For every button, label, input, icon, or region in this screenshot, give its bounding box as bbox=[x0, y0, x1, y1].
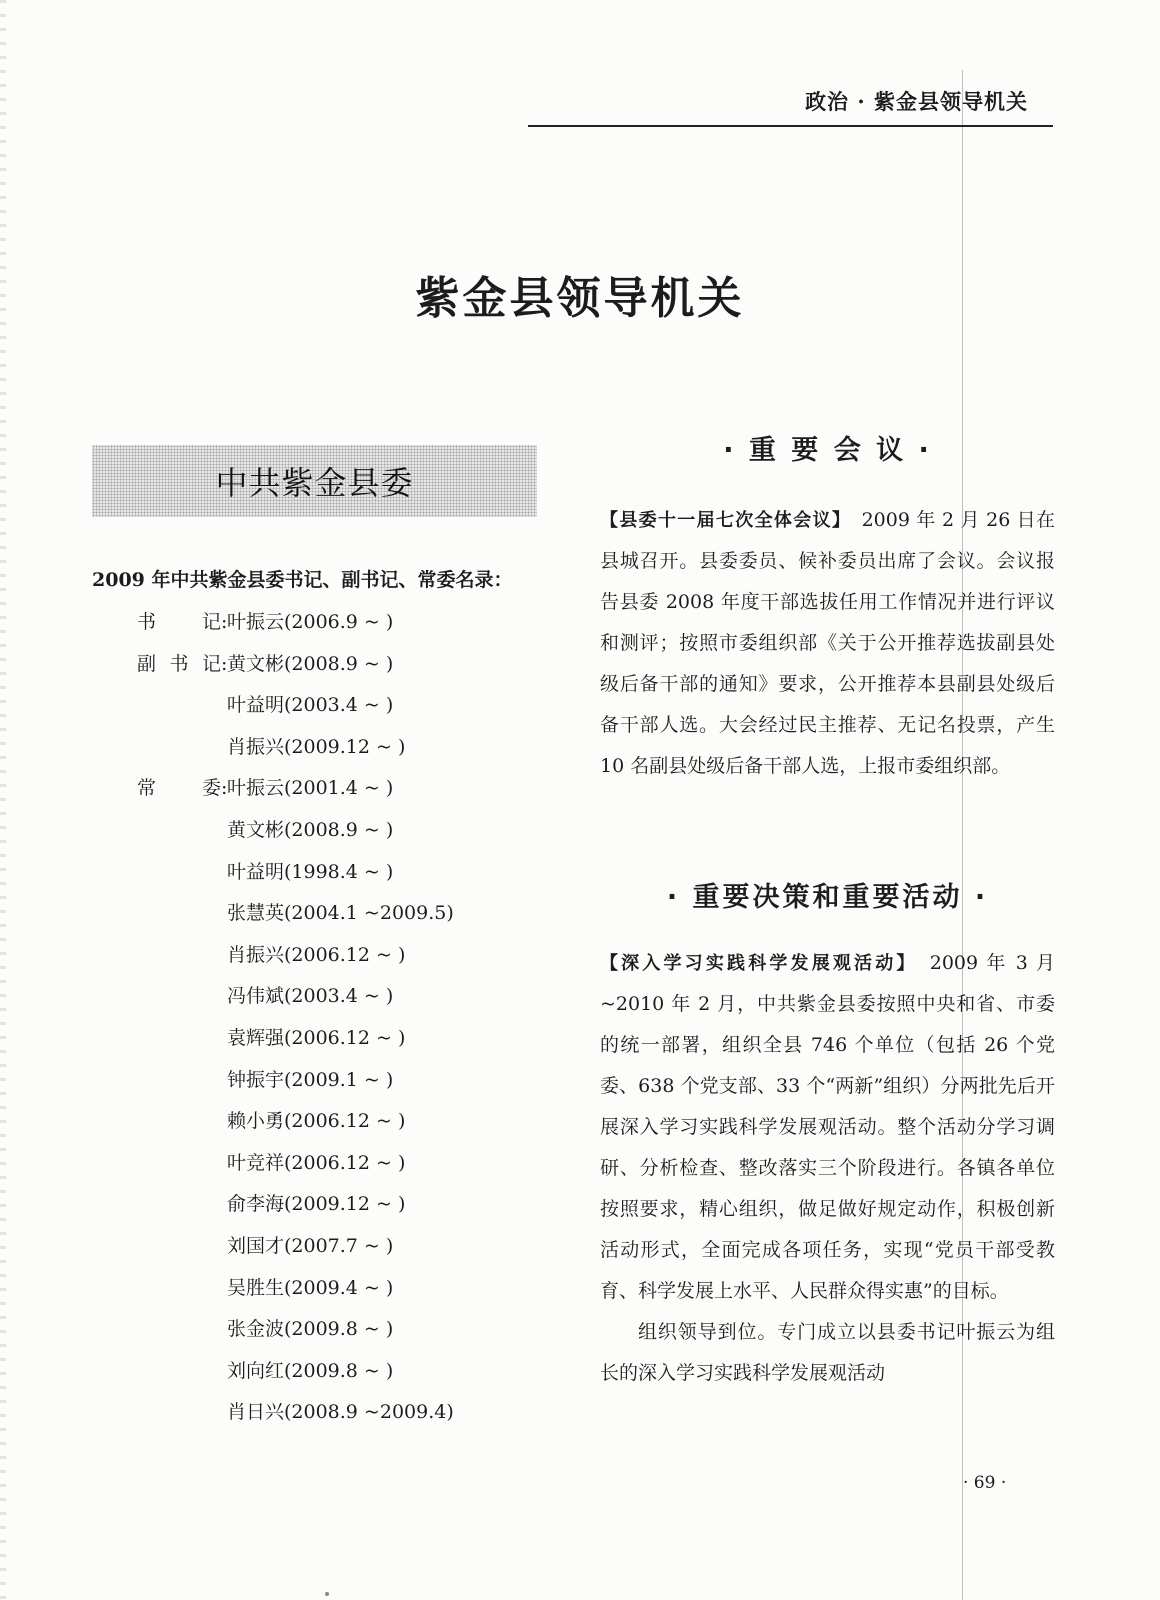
roster-entry: 叶益明(1998.4 ~ ) bbox=[227, 860, 394, 883]
running-head: 政治 · 紫金县领导机关 bbox=[805, 89, 1028, 114]
roster-row bbox=[137, 1060, 537, 1102]
meetings-heading: · 重 要 会 议 · bbox=[723, 435, 932, 466]
roster-entry: 叶竞祥(2006.12 ~ ) bbox=[227, 1151, 406, 1174]
roster-row bbox=[137, 1268, 537, 1310]
roster-row bbox=[137, 1392, 537, 1434]
roster-row bbox=[137, 727, 537, 769]
page-number: · 69 · bbox=[963, 1473, 1007, 1493]
roster-row bbox=[137, 976, 537, 1018]
roster-row bbox=[137, 1018, 537, 1060]
roster-row bbox=[137, 1143, 537, 1185]
roster-row bbox=[137, 1184, 537, 1226]
roster-colon: : bbox=[221, 777, 228, 800]
roster-row bbox=[137, 935, 537, 977]
roster-role bbox=[137, 893, 221, 935]
roster-heading: 2009 年中共紫金县委书记、副书记、常委名录： bbox=[92, 569, 513, 591]
roster-role bbox=[137, 727, 221, 769]
roster-entry: 叶振云(2006.9 ~ ) bbox=[227, 611, 394, 633]
roster-role bbox=[137, 1143, 221, 1185]
roster-entry: 叶振云(2001.4 ~ ) bbox=[227, 777, 394, 800]
meeting-item bbox=[600, 500, 1055, 787]
roster-entry: 钟振宇(2009.1 ~ ) bbox=[227, 1068, 394, 1091]
decisions-body bbox=[600, 943, 1055, 1394]
roster-entry: 黄文彬(2008.9 ~ ) bbox=[227, 818, 394, 841]
roster-entry: 叶益明(2003.4 ~ ) bbox=[227, 694, 394, 717]
roster-role bbox=[137, 935, 221, 977]
roster-role: 副书记 bbox=[137, 652, 221, 675]
meeting-item-text: 2009 年 2 月 26 日在县城召开。县委委员、候补委员出席了会议。会议报告县委 2008 年度干部选拔任用工作情况并进行评议和测评；按照市委组织部《关于公开推荐选拔副县处级后备干部的通知》要求，公开推荐本县副县处级后备干部人选。大会经过民主推荐、无记名投票，产生 10 名副县处级后备干部人选，上报市委组织部。 bbox=[600, 509, 1056, 777]
roster-role bbox=[137, 685, 221, 727]
roster-list bbox=[137, 602, 537, 1434]
roster-entry: 张慧英(2004.1 ~2009.5) bbox=[227, 902, 454, 925]
roster-entry: 肖日兴(2008.9 ~2009.4) bbox=[227, 1401, 454, 1424]
roster-row bbox=[137, 685, 537, 727]
roster-entry: 冯伟斌(2003.4 ~ ) bbox=[227, 985, 394, 1008]
roster-entry: 袁辉强(2006.12 ~ ) bbox=[227, 1026, 406, 1049]
roster-entry: 刘向红(2009.8 ~ ) bbox=[227, 1359, 394, 1382]
scan-speck bbox=[325, 1592, 329, 1596]
roster-role bbox=[137, 810, 221, 852]
page-title: 紫金县领导机关 bbox=[415, 273, 745, 324]
header-rule bbox=[528, 125, 1053, 127]
decision-item-tag: 【深入学习实践科学发展观活动】 bbox=[600, 953, 909, 974]
roster-entry: 吴胜生(2009.4 ~ ) bbox=[227, 1276, 394, 1299]
roster-role bbox=[137, 1226, 221, 1268]
roster-role: 常 委 bbox=[137, 777, 221, 800]
section-title-box bbox=[92, 445, 537, 517]
roster-colon: : bbox=[221, 652, 228, 675]
roster-row bbox=[137, 644, 537, 686]
roster-role bbox=[137, 1101, 221, 1143]
roster-row bbox=[137, 602, 537, 644]
roster-row bbox=[137, 893, 537, 935]
roster-row bbox=[137, 1351, 537, 1393]
roster-row bbox=[137, 1101, 537, 1143]
decision-paragraph: 组织领导到位。专门成立以县委书记叶振云为组长的深入学习实践科学发展观活动 bbox=[600, 1321, 1055, 1384]
roster-role bbox=[137, 1018, 221, 1060]
roster-role bbox=[137, 1184, 221, 1226]
decision-item-text: 2009 年 3 月 ~2010 年 2 月，中共紫金县委按照中央和省、市委的统一部署，组织全县 746 个单位（包括 26 个党委、638 个党支部、33 个“两新”组织）分两批先后开展深入学习实践科学发展观活动。整个活动分学习调研、分析检查、整改落实三个阶段进行。各镇各单位按照要求，精心组织，做足做好规定动作，积极创新活动形式，全面完成各项任务，实现“党员干部受教育、科学发展上水平、人民群众得实惠”的目标。 bbox=[600, 952, 1055, 1302]
roster-entry: 肖振兴(2006.12 ~ ) bbox=[227, 943, 406, 966]
roster-row bbox=[137, 768, 537, 810]
roster-row bbox=[137, 810, 537, 852]
roster-entry: 赖小勇(2006.12 ~ ) bbox=[227, 1110, 406, 1133]
section-title: 中共紫金县委 bbox=[215, 464, 414, 502]
roster-colon: : bbox=[221, 611, 228, 633]
meetings-body bbox=[600, 500, 1055, 787]
roster-role bbox=[137, 1268, 221, 1310]
roster-role bbox=[137, 852, 221, 894]
decisions-heading: · 重要决策和重要活动 · bbox=[666, 882, 989, 913]
roster-entry: 俞李海(2009.12 ~ ) bbox=[227, 1193, 406, 1216]
roster-entry: 刘国才(2007.7 ~ ) bbox=[227, 1234, 394, 1257]
roster-role bbox=[137, 1392, 221, 1434]
roster-entry: 黄文彬(2008.9 ~ ) bbox=[227, 652, 394, 675]
decision-item bbox=[600, 943, 1055, 1312]
roster-entry: 肖振兴(2009.12 ~ ) bbox=[227, 735, 406, 758]
roster-row bbox=[137, 1309, 537, 1351]
roster-role bbox=[137, 1309, 221, 1351]
roster-role bbox=[137, 1060, 221, 1102]
roster-entry: 张金波(2009.8 ~ ) bbox=[227, 1318, 394, 1341]
meeting-item-tag: 【县委十一届七次全体会议】 bbox=[600, 510, 843, 531]
roster-row bbox=[137, 1226, 537, 1268]
roster-row bbox=[137, 852, 537, 894]
roster-role: 书 记 bbox=[137, 611, 221, 633]
roster-role bbox=[137, 976, 221, 1018]
roster-role bbox=[137, 1351, 221, 1393]
scan-edge-artifact bbox=[0, 0, 6, 1600]
